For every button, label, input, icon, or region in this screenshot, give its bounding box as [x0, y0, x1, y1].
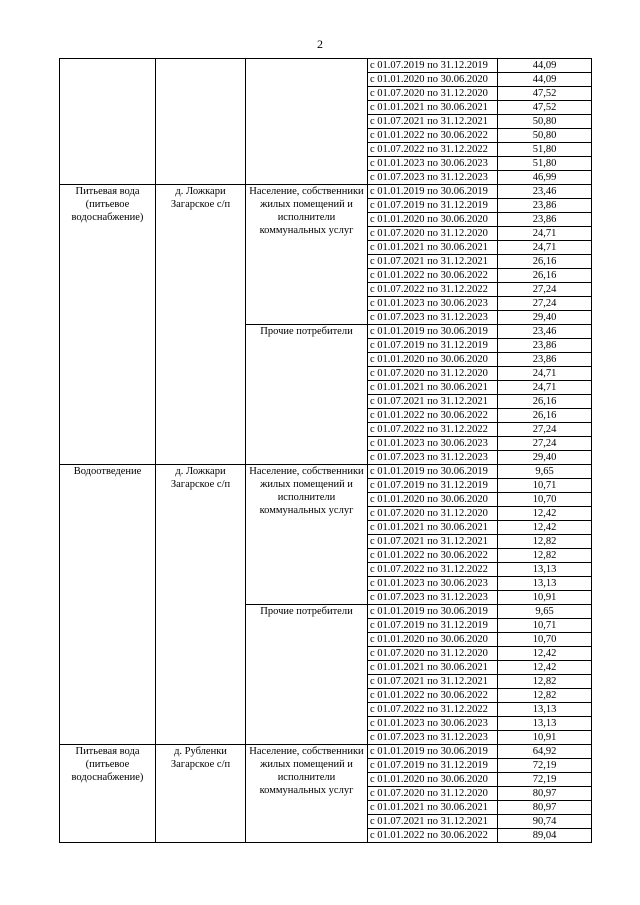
tariff-value-cell: 29,40 — [498, 451, 592, 465]
location-cell: д. Рубленки Загарское с/п — [156, 745, 246, 843]
period-cell: с 01.07.2021 по 31.12.2021 — [368, 255, 498, 269]
tariff-value-cell: 27,24 — [498, 437, 592, 451]
tariff-value-cell: 13,13 — [498, 563, 592, 577]
tariff-value-cell: 80,97 — [498, 787, 592, 801]
tariff-value-cell: 46,99 — [498, 171, 592, 185]
period-cell: с 01.01.2019 по 30.06.2019 — [368, 325, 498, 339]
consumer-cell: Прочие потребители — [246, 605, 368, 745]
period-cell: с 01.01.2021 по 30.06.2021 — [368, 101, 498, 115]
table-row — [60, 465, 592, 479]
tariff-value-cell: 51,80 — [498, 157, 592, 171]
period-cell: с 01.01.2023 по 30.06.2023 — [368, 297, 498, 311]
period-cell: с 01.07.2019 по 31.12.2019 — [368, 759, 498, 773]
tariff-value-cell: 72,19 — [498, 773, 592, 787]
tariff-value-cell: 89,04 — [498, 829, 592, 843]
period-cell: с 01.07.2022 по 31.12.2022 — [368, 423, 498, 437]
period-cell: с 01.01.2020 по 30.06.2020 — [368, 213, 498, 227]
tariff-value-cell: 12,82 — [498, 675, 592, 689]
tariff-value-cell: 10,71 — [498, 619, 592, 633]
tariff-value-cell: 26,16 — [498, 409, 592, 423]
tariff-value-cell: 12,42 — [498, 521, 592, 535]
period-cell: с 01.01.2021 по 30.06.2021 — [368, 241, 498, 255]
tariff-value-cell: 24,71 — [498, 227, 592, 241]
table-row — [60, 745, 592, 759]
period-cell: с 01.07.2019 по 31.12.2019 — [368, 339, 498, 353]
service-cell: Водоотведение — [60, 465, 156, 745]
period-cell: с 01.01.2019 по 30.06.2019 — [368, 745, 498, 759]
period-cell: с 01.07.2019 по 31.12.2019 — [368, 199, 498, 213]
tariff-value-cell: 51,80 — [498, 143, 592, 157]
tariff-value-cell: 23,46 — [498, 185, 592, 199]
period-cell: с 01.07.2020 по 31.12.2020 — [368, 367, 498, 381]
tariff-value-cell: 10,91 — [498, 591, 592, 605]
tariff-value-cell: 80,97 — [498, 801, 592, 815]
tariff-value-cell: 23,86 — [498, 339, 592, 353]
tariff-value-cell: 9,65 — [498, 605, 592, 619]
period-cell: с 01.01.2023 по 30.06.2023 — [368, 157, 498, 171]
tariff-value-cell: 29,40 — [498, 311, 592, 325]
period-cell: с 01.07.2021 по 31.12.2021 — [368, 395, 498, 409]
period-cell: с 01.07.2020 по 31.12.2020 — [368, 647, 498, 661]
location-cell: д. Ложкари Загарское с/п — [156, 185, 246, 465]
period-cell: с 01.01.2022 по 30.06.2022 — [368, 549, 498, 563]
period-cell: с 01.07.2019 по 31.12.2019 — [368, 619, 498, 633]
location-cell — [156, 59, 246, 185]
tariff-value-cell: 24,71 — [498, 381, 592, 395]
tariff-value-cell: 23,86 — [498, 199, 592, 213]
tariff-value-cell: 27,24 — [498, 297, 592, 311]
period-cell: с 01.07.2020 по 31.12.2020 — [368, 227, 498, 241]
tariff-value-cell: 23,46 — [498, 325, 592, 339]
consumer-cell: Население, собственники жилых помещений и исполнители коммунальных услуг — [246, 745, 368, 843]
tariff-value-cell: 23,86 — [498, 213, 592, 227]
tariff-value-cell: 12,42 — [498, 661, 592, 675]
period-cell: с 01.07.2023 по 31.12.2023 — [368, 591, 498, 605]
period-cell: с 01.07.2022 по 31.12.2022 — [368, 143, 498, 157]
table-row — [60, 185, 592, 199]
period-cell: с 01.07.2022 по 31.12.2022 — [368, 703, 498, 717]
period-cell: с 01.07.2020 по 31.12.2020 — [368, 787, 498, 801]
period-cell: с 01.07.2021 по 31.12.2021 — [368, 815, 498, 829]
period-cell: с 01.01.2022 по 30.06.2022 — [368, 269, 498, 283]
tariff-value-cell: 50,80 — [498, 129, 592, 143]
period-cell: с 01.07.2019 по 31.12.2019 — [368, 59, 498, 73]
tariff-value-cell: 26,16 — [498, 255, 592, 269]
period-cell: с 01.01.2022 по 30.06.2022 — [368, 829, 498, 843]
tariff-value-cell: 26,16 — [498, 269, 592, 283]
tariff-value-cell: 27,24 — [498, 283, 592, 297]
tariff-value-cell: 72,19 — [498, 759, 592, 773]
tariff-value-cell: 12,82 — [498, 549, 592, 563]
period-cell: с 01.01.2022 по 30.06.2022 — [368, 409, 498, 423]
tariff-value-cell: 10,70 — [498, 493, 592, 507]
consumer-cell: Население, собственники жилых помещений и исполнители коммунальных услуг — [246, 185, 368, 325]
consumer-cell — [246, 59, 368, 185]
tariff-value-cell: 10,71 — [498, 479, 592, 493]
period-cell: с 01.01.2020 по 30.06.2020 — [368, 73, 498, 87]
tariff-value-cell: 44,09 — [498, 73, 592, 87]
tariff-value-cell: 12,42 — [498, 507, 592, 521]
tariff-value-cell: 10,91 — [498, 731, 592, 745]
tariff-value-cell: 47,52 — [498, 87, 592, 101]
tariff-value-cell: 23,86 — [498, 353, 592, 367]
tariff-value-cell: 13,13 — [498, 703, 592, 717]
period-cell: с 01.01.2020 по 30.06.2020 — [368, 493, 498, 507]
period-cell: с 01.07.2023 по 31.12.2023 — [368, 731, 498, 745]
consumer-cell: Население, собственники жилых помещений и исполнители коммунальных услуг — [246, 465, 368, 605]
period-cell: с 01.01.2019 по 30.06.2019 — [368, 465, 498, 479]
period-cell: с 01.01.2022 по 30.06.2022 — [368, 689, 498, 703]
tariff-value-cell: 9,65 — [498, 465, 592, 479]
tariff-table-body — [60, 59, 592, 843]
tariff-value-cell: 13,13 — [498, 577, 592, 591]
period-cell: с 01.01.2022 по 30.06.2022 — [368, 129, 498, 143]
period-cell: с 01.07.2021 по 31.12.2021 — [368, 535, 498, 549]
period-cell: с 01.01.2020 по 30.06.2020 — [368, 633, 498, 647]
period-cell: с 01.01.2021 по 30.06.2021 — [368, 381, 498, 395]
service-cell: Питьевая вода (питьевое водоснабжение) — [60, 745, 156, 843]
period-cell: с 01.07.2020 по 31.12.2020 — [368, 507, 498, 521]
period-cell: с 01.01.2021 по 30.06.2021 — [368, 521, 498, 535]
consumer-cell: Прочие потребители — [246, 325, 368, 465]
period-cell: с 01.01.2023 по 30.06.2023 — [368, 577, 498, 591]
period-cell: с 01.01.2021 по 30.06.2021 — [368, 661, 498, 675]
tariff-value-cell: 50,80 — [498, 115, 592, 129]
location-cell: д. Ложкари Загарское с/п — [156, 465, 246, 745]
page-number: 2 — [317, 37, 323, 51]
period-cell: с 01.07.2022 по 31.12.2022 — [368, 563, 498, 577]
tariff-value-cell: 64,92 — [498, 745, 592, 759]
table-row — [60, 59, 592, 73]
tariff-value-cell: 12,82 — [498, 535, 592, 549]
period-cell: с 01.07.2023 по 31.12.2023 — [368, 451, 498, 465]
period-cell: с 01.07.2019 по 31.12.2019 — [368, 479, 498, 493]
tariff-value-cell: 24,71 — [498, 241, 592, 255]
period-cell: с 01.01.2020 по 30.06.2020 — [368, 353, 498, 367]
tariff-value-cell: 27,24 — [498, 423, 592, 437]
period-cell: с 01.07.2023 по 31.12.2023 — [368, 311, 498, 325]
period-cell: с 01.01.2023 по 30.06.2023 — [368, 437, 498, 451]
tariff-value-cell: 12,42 — [498, 647, 592, 661]
tariff-value-cell: 44,09 — [498, 59, 592, 73]
period-cell: с 01.01.2020 по 30.06.2020 — [368, 773, 498, 787]
period-cell: с 01.01.2021 по 30.06.2021 — [368, 801, 498, 815]
service-cell: Питьевая вода (питьевое водоснабжение) — [60, 185, 156, 465]
tariff-value-cell: 12,82 — [498, 689, 592, 703]
tariff-value-cell: 24,71 — [498, 367, 592, 381]
tariff-value-cell: 90,74 — [498, 815, 592, 829]
period-cell: с 01.07.2021 по 31.12.2021 — [368, 675, 498, 689]
period-cell: с 01.07.2023 по 31.12.2023 — [368, 171, 498, 185]
tariff-value-cell: 10,70 — [498, 633, 592, 647]
tariff-value-cell: 13,13 — [498, 717, 592, 731]
tariff-table — [59, 58, 592, 843]
period-cell: с 01.01.2019 по 30.06.2019 — [368, 605, 498, 619]
period-cell: с 01.01.2019 по 30.06.2019 — [368, 185, 498, 199]
period-cell: с 01.07.2020 по 31.12.2020 — [368, 87, 498, 101]
tariff-value-cell: 26,16 — [498, 395, 592, 409]
period-cell: с 01.01.2023 по 30.06.2023 — [368, 717, 498, 731]
service-cell — [60, 59, 156, 185]
tariff-value-cell: 47,52 — [498, 101, 592, 115]
period-cell: с 01.07.2022 по 31.12.2022 — [368, 283, 498, 297]
period-cell: с 01.07.2021 по 31.12.2021 — [368, 115, 498, 129]
